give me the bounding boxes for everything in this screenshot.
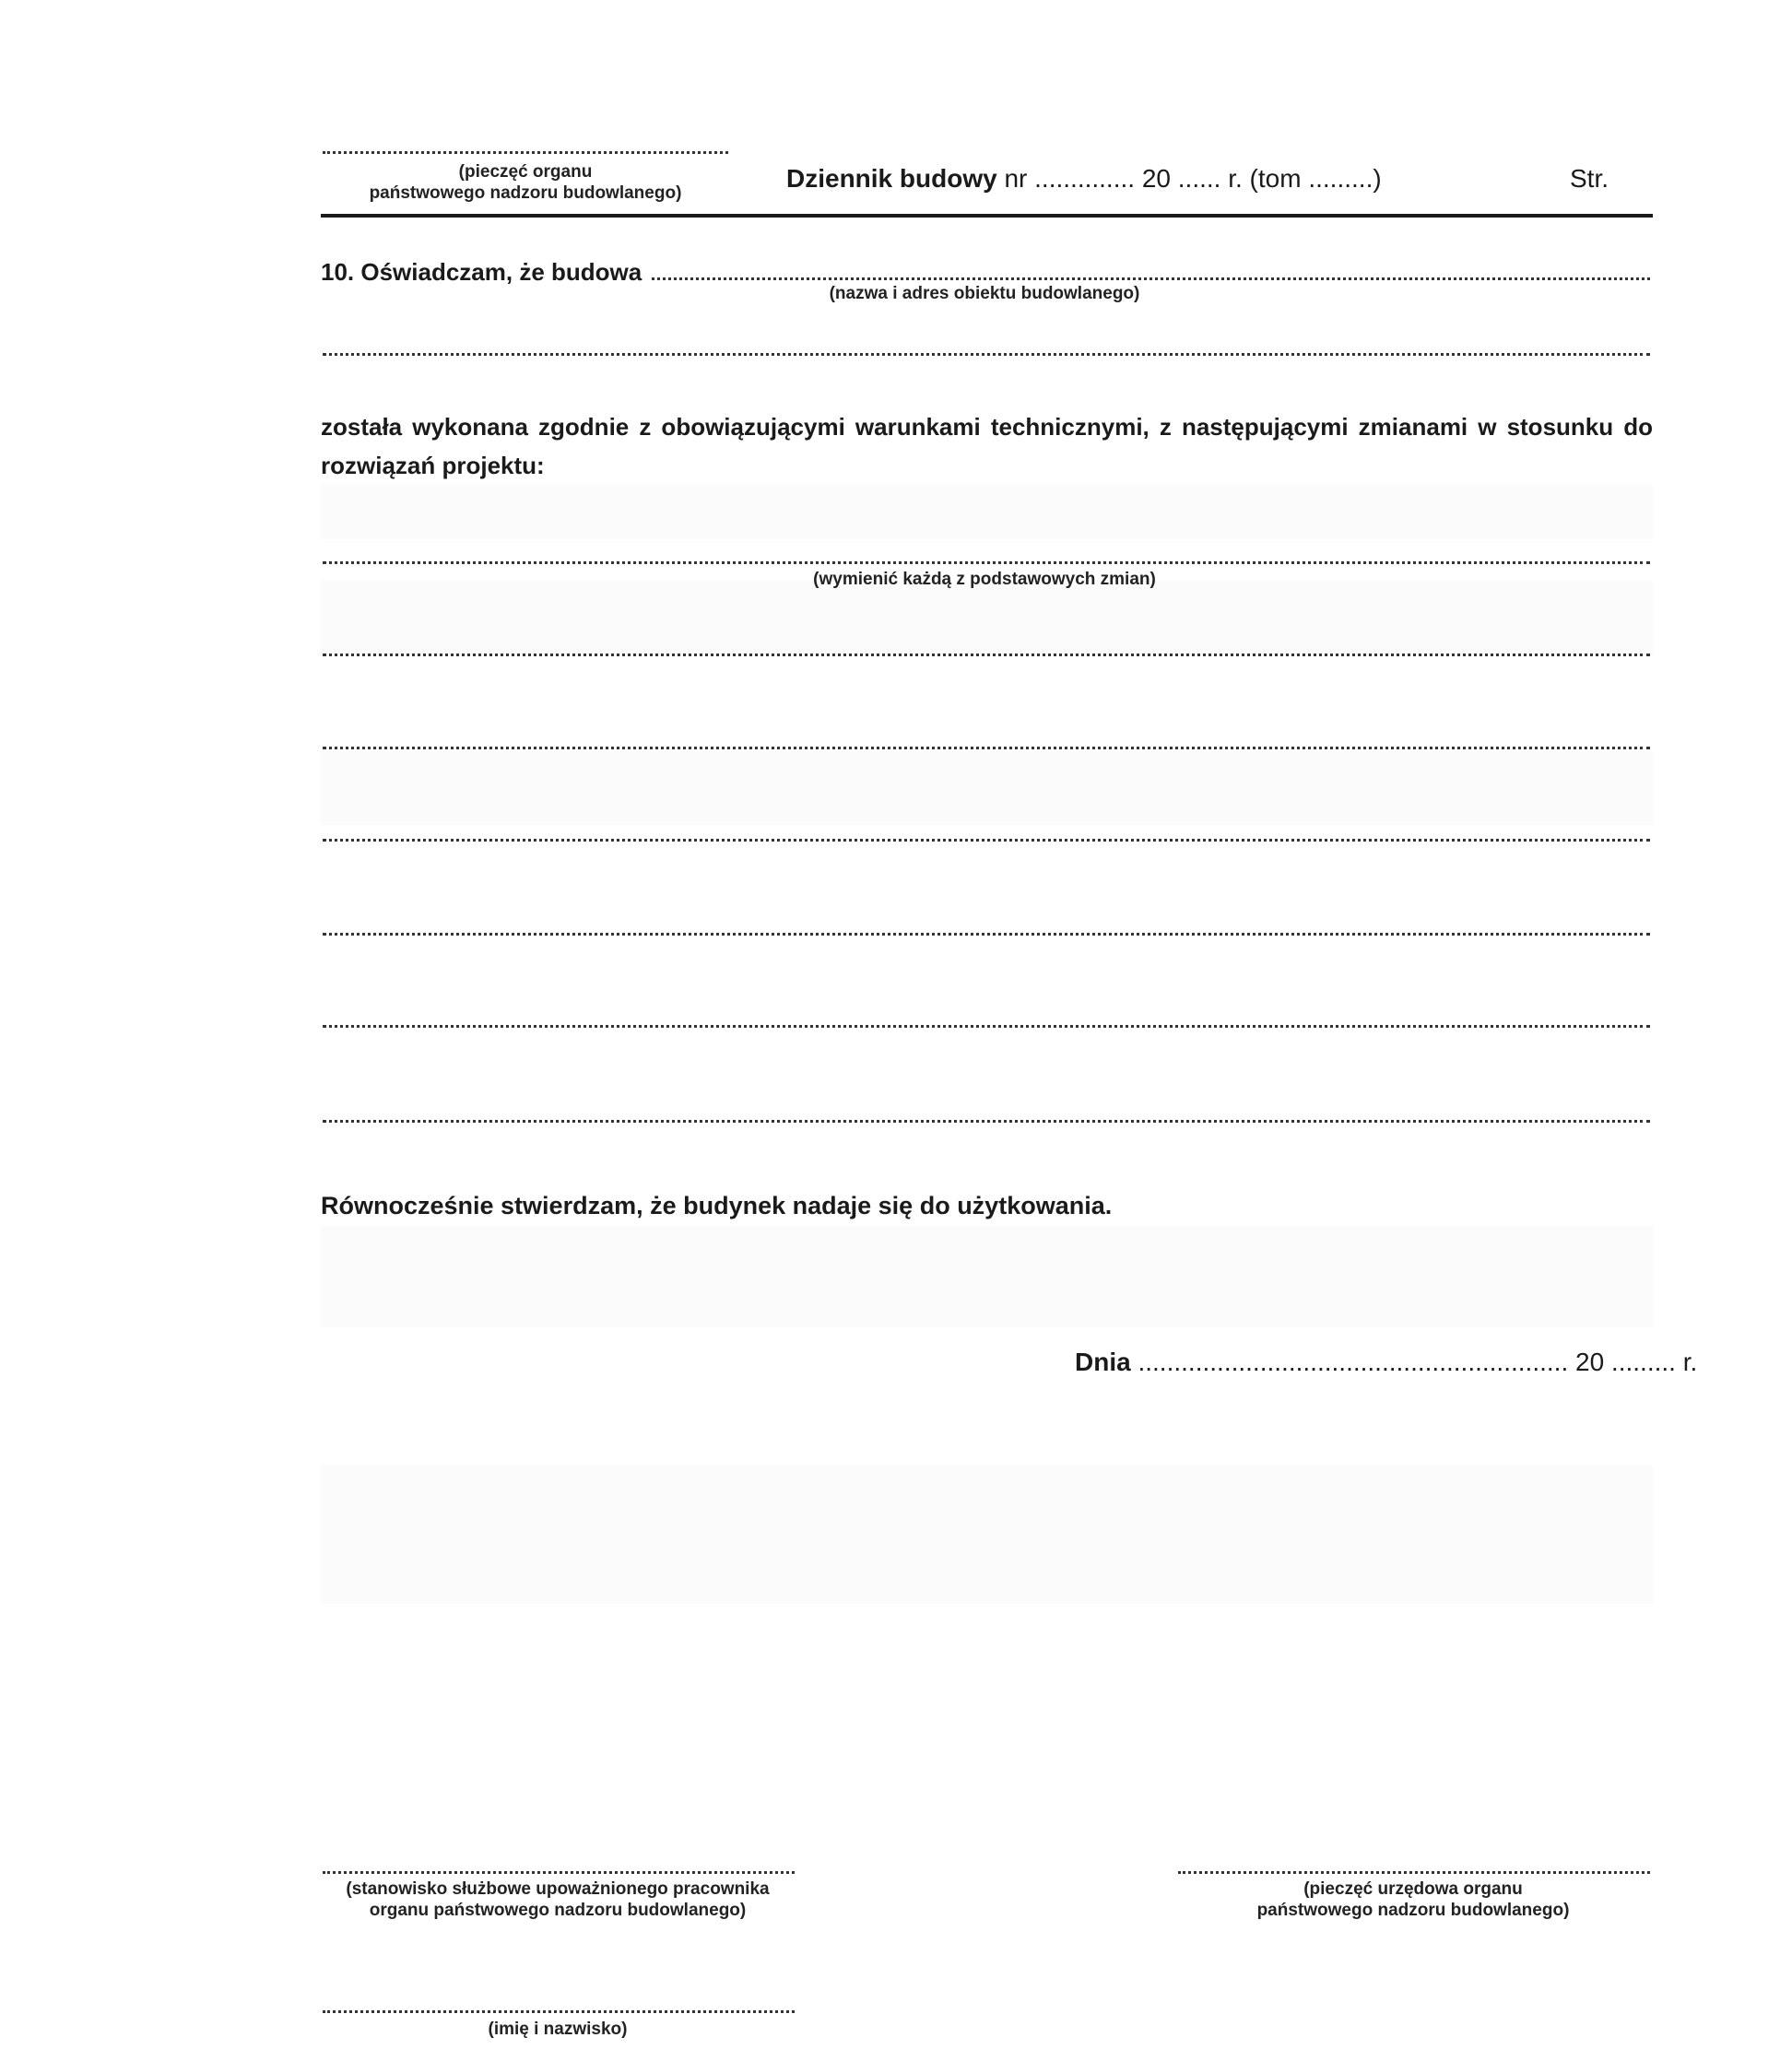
name-caption: (imię i nazwisko) (488, 2020, 628, 2039)
journal-title: Dziennik budowy (786, 164, 997, 193)
changes-dotted-line-7 (323, 1120, 1650, 1123)
journal-heading (786, 164, 1382, 194)
stamp-caption-line1: (pieczęć organu (458, 162, 593, 182)
stamp-dotted-line (323, 151, 728, 154)
background-band (321, 1226, 1653, 1327)
position-caption (313, 1878, 802, 1921)
name-dotted-line (323, 2010, 795, 2013)
changes-caption: (wymienić każdą z podstawowych zmian) (813, 570, 1156, 589)
object-caption: (nazwa i adres obiektu budowlanego) (829, 284, 1140, 303)
journal-number-fields: nr .............. 20 ...... r. (tom .........) (996, 164, 1382, 193)
date-line (1075, 1348, 1697, 1377)
changes-dotted-line-3 (323, 747, 1650, 749)
object-dotted-line (645, 277, 1650, 280)
object-dotted-line-2 (323, 353, 1650, 356)
page-label: Str. (1570, 164, 1609, 193)
background-band (321, 1466, 1653, 1604)
stamp-caption (323, 161, 728, 204)
position-dotted-line (323, 1871, 795, 1874)
background-band (321, 581, 1653, 654)
changes-dotted-line-5 (323, 933, 1650, 936)
seal-caption (1169, 1878, 1657, 1921)
seal-caption-line2: państwowego nadzoru budowlanego) (1256, 1901, 1570, 1920)
changes-dotted-line-4 (323, 839, 1650, 842)
date-label: Dnia (1075, 1348, 1131, 1376)
header-rule (321, 214, 1653, 218)
section-intro: 10. Oświadczam, że budowa (321, 258, 649, 287)
changes-dotted-line-2 (323, 654, 1650, 656)
position-caption-line2: organu państwowego nadzoru budowlanego) (369, 1901, 747, 1920)
stamp-caption-line2: państwowego nadzoru budowlanego) (369, 183, 682, 203)
seal-caption-line1: (pieczęć urzędowa organu (1303, 1879, 1523, 1899)
changes-dotted-line-1 (323, 561, 1650, 564)
confirmation-text: Równocześnie stwierdzam, że budynek nadaje się do użytkowania. (321, 1192, 1113, 1219)
changes-dotted-line-6 (323, 1025, 1650, 1028)
background-band (321, 751, 1653, 825)
background-band (321, 484, 1653, 539)
date-fields: ............................................................ 20 ......... r. (1130, 1348, 1698, 1376)
position-caption-line1: (stanowisko służbowe upoważnionego pracownika (346, 1879, 770, 1899)
statement-text: została wykonana zgodnie z obowiązującymi warunkami technicznymi, z następującymi zmianami w stosunku do rozwiązań projektu: (321, 413, 1653, 479)
seal-dotted-line (1178, 1871, 1650, 1874)
